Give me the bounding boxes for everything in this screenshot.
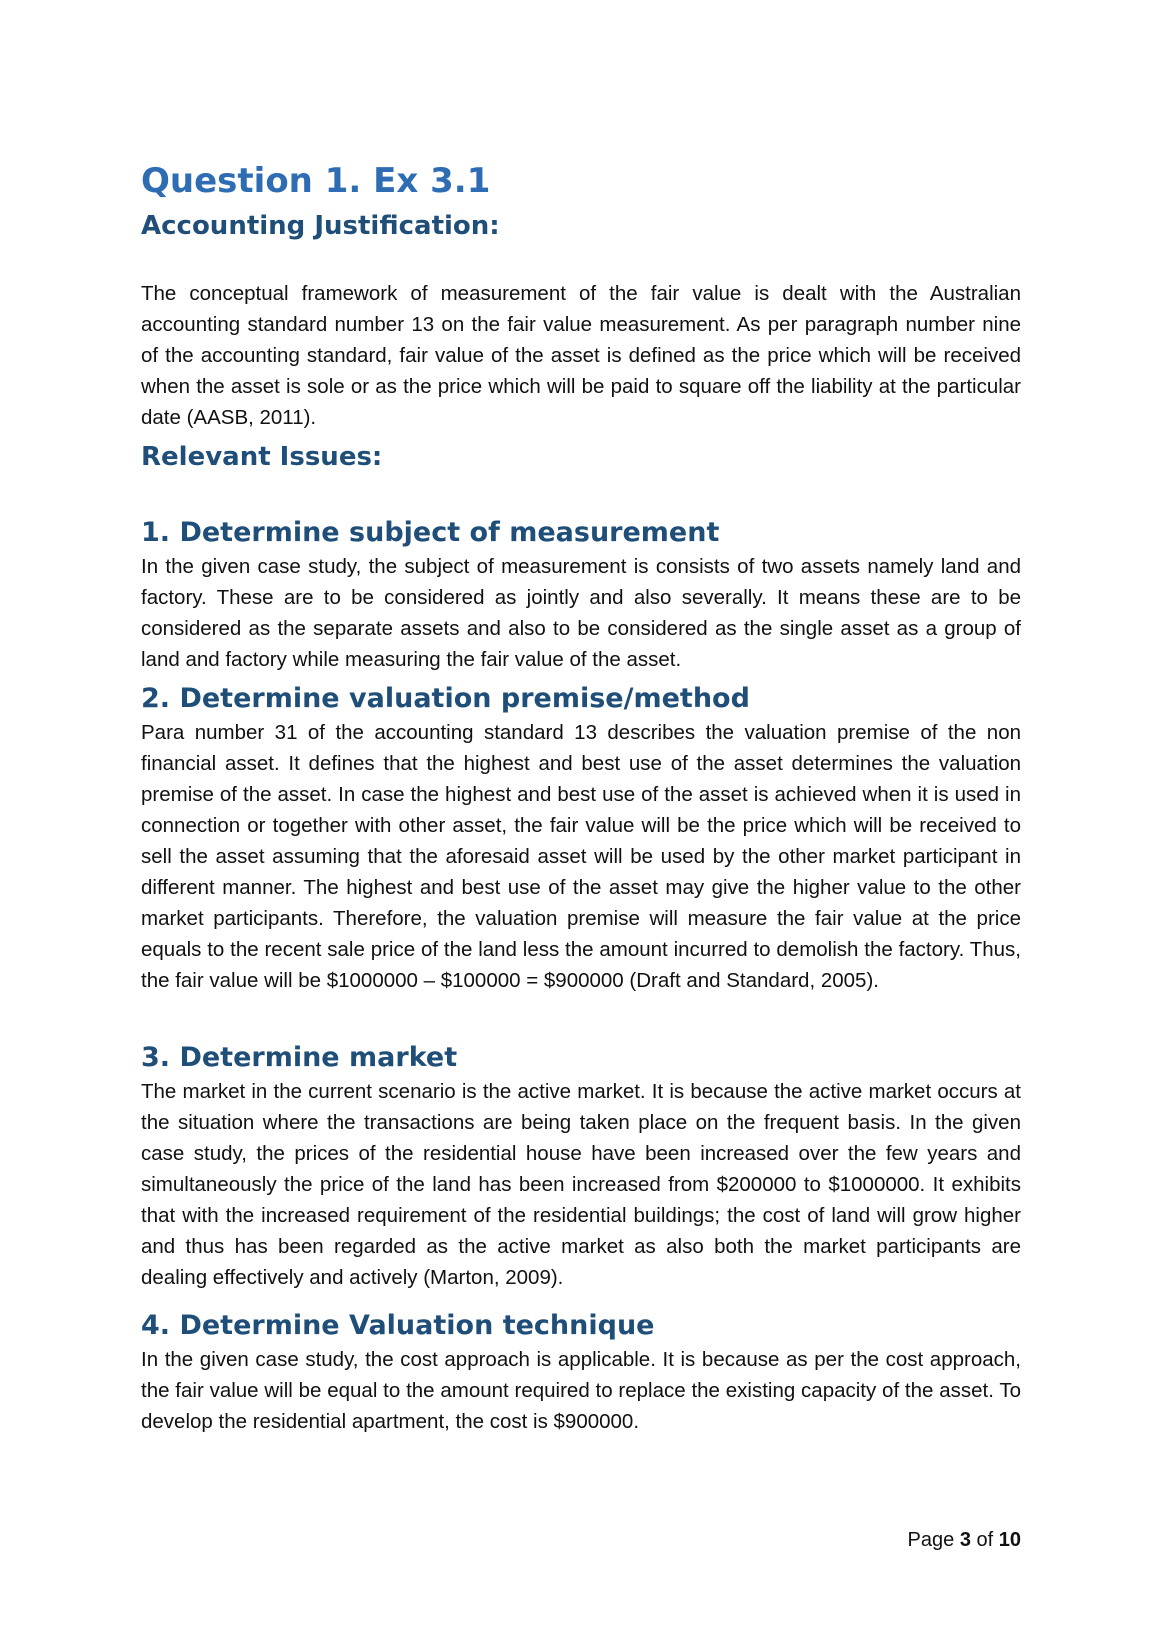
page-title: Question 1. Ex 3.1 — [141, 161, 491, 201]
total-pages-number: 10 — [998, 1529, 1021, 1551]
relevant-issues-heading: Relevant Issues: — [141, 442, 383, 472]
page-label: Page — [907, 1529, 955, 1551]
current-page-number: 3 — [959, 1529, 971, 1551]
section-1-heading: 1. Determine subject of measurement — [141, 517, 720, 548]
intro-paragraph: The conceptual framework of measurement of the fair value is dealt with the Australian accounting standard number 13 on the fair value measurement. As per paragraph number nine of the accounting standard, fair value of the asset is defined as the price which will be received when the asset is sole or as the price which will be paid to square off the liability at the particular date (AASB, 2011). — [141, 282, 1021, 429]
accounting-justification-heading: Accounting Justification: — [141, 211, 500, 241]
of-label: of — [976, 1529, 994, 1551]
section-1-body: In the given case study, the subject of measurement is consists of two assets namely land and factory. These are to be considered as jointly and also severally. It means these are to be considered as the separate assets and also to be considered as the single asset as a group of land and factory while measuring the fair value of the asset. — [141, 555, 1021, 671]
section-4-heading: 4. Determine Valuation technique — [141, 1310, 655, 1341]
section-3-body: The market in the current scenario is the active market. It is because the active market occurs at the situation where the transactions are being taken place on the frequent basis. In the given case study, the prices of the residential house have been increased over the few years and simultaneously the price of the land has been increased from $200000 to $1000000. It exhibits that with the increased requirement of the residential buildings; the cost of land will grow higher and thus has been regarded as the active market as also both the market participants are dealing effectively and actively (Marton, 2009). — [141, 1080, 1021, 1289]
section-3-heading: 3. Determine market — [141, 1042, 458, 1073]
section-2-heading: 2. Determine valuation premise/method — [141, 683, 750, 714]
section-2-body: Para number 31 of the accounting standard 13 describes the valuation premise of the non financial asset. It defines that the highest and best use of the asset determines the valuation premise of the asset. In case the highest and best use of the asset is achieved when it is used in connection or together with other asset, the fair value will be the price which will be received to sell the asset assuming that the aforesaid asset will be used by the other market participant in different manner. The highest and best use of the asset may give the higher value to the other market participants. Therefore, the valuation premise will measure the fair value at the price equals to the recent sale price of the land less the amount incurred to demolish the factory. Thus, the fair value will be $1000000 – $100000 = $900000 (Draft and Standard, 2005). — [141, 721, 1021, 992]
section-4-body: In the given case study, the cost approach is applicable. It is because as per the cost approach, the fair value will be equal to the amount required to replace the existing capacity of the asset. To develop the residential apartment, the cost is $900000. — [141, 1348, 1021, 1433]
page-number-footer — [141, 1527, 1021, 1553]
